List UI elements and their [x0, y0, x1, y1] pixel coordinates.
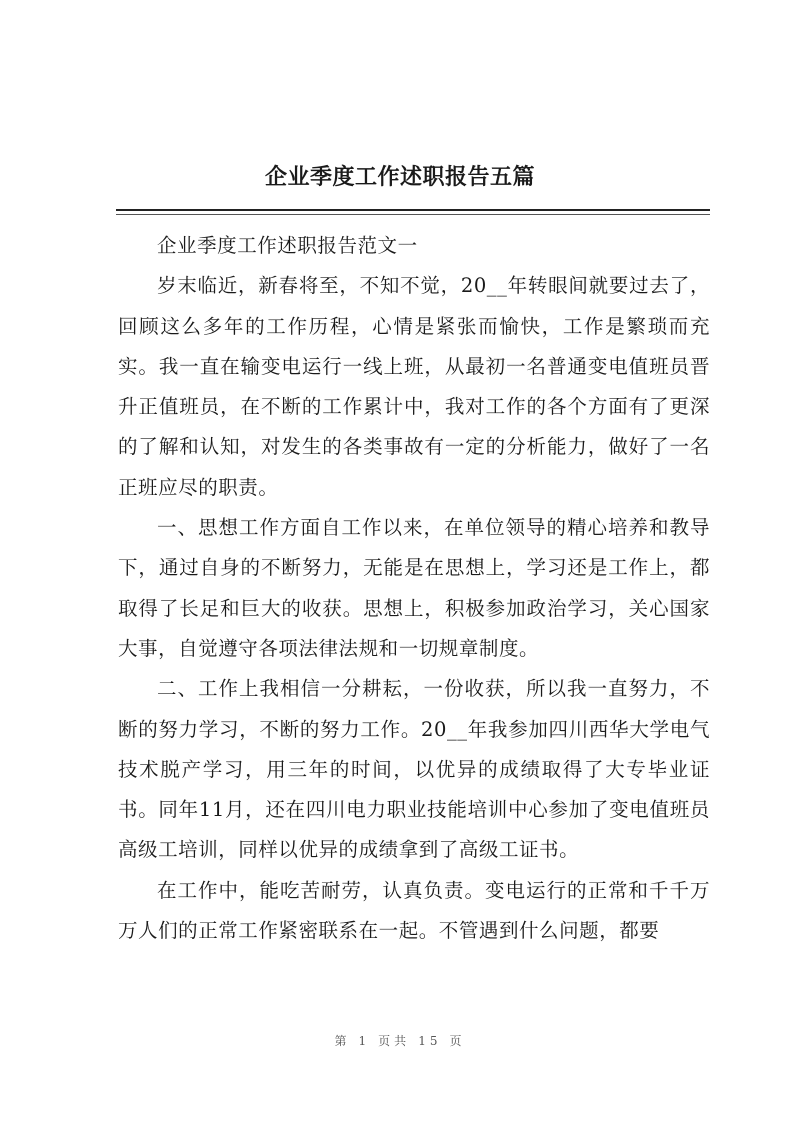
title-underline-thick: [116, 209, 710, 211]
document-title: 企业季度工作述职报告五篇: [264, 164, 535, 190]
footer-label-of: 页共: [378, 1034, 411, 1048]
paragraph-intro: 岁末临近，新春将至，不知不觉，20__年转眼间就要过去了，回顾这么多年的工作历程，心情是紧张而愉快，工作是繁琐而充实。我一直在输变电运行一线上班，从最初一名普通变电值班员晋升正值班员，在不断的工作累计中，我对工作的各个方面有了更深的了解和认知，对发生的各类事故有一定的分析能力，做好了一名正班应尽的职责。: [118, 274, 710, 499]
paragraph-diligence: 在工作中，能吃苦耐劳，认真负责。变电运行的正常和千千万万人们的正常工作紧密联系在一起。不管遇到什么问题，都要: [118, 878, 710, 943]
title-underline-thin: [116, 214, 710, 215]
footer-current-page: 1: [358, 1034, 371, 1048]
footer-label-end: 页: [449, 1034, 466, 1048]
paragraph-work: 二、工作上我相信一分耕耘，一份收获，所以我一直努力，不断的努力学习，不断的努力工作。20__年我参加四川西华大学电气技术脱产学习，用三年的时间，以优异的成绩取得了大专毕业证书。同年11月，还在四川电力职业技能培训中心参加了变电值班员高级工培训，同样以优异的成绩拿到了高级工证书。: [118, 677, 710, 862]
footer-total-pages: 15: [418, 1034, 442, 1048]
document-body: [118, 226, 710, 951]
section-heading: 企业季度工作述职报告范文一: [157, 234, 418, 257]
footer-label-page: 第: [334, 1034, 351, 1048]
page-footer: [0, 1032, 800, 1049]
paragraph-thought-work: 一、思想工作方面自工作以来，在单位领导的精心培养和教导下，通过自身的不断努力，无能是在思想上，学习还是工作上，都取得了长足和巨大的收获。思想上，积极参加政治学习，关心国家大事，自觉遵守各项法律法规和一切规章制度。: [118, 516, 710, 660]
